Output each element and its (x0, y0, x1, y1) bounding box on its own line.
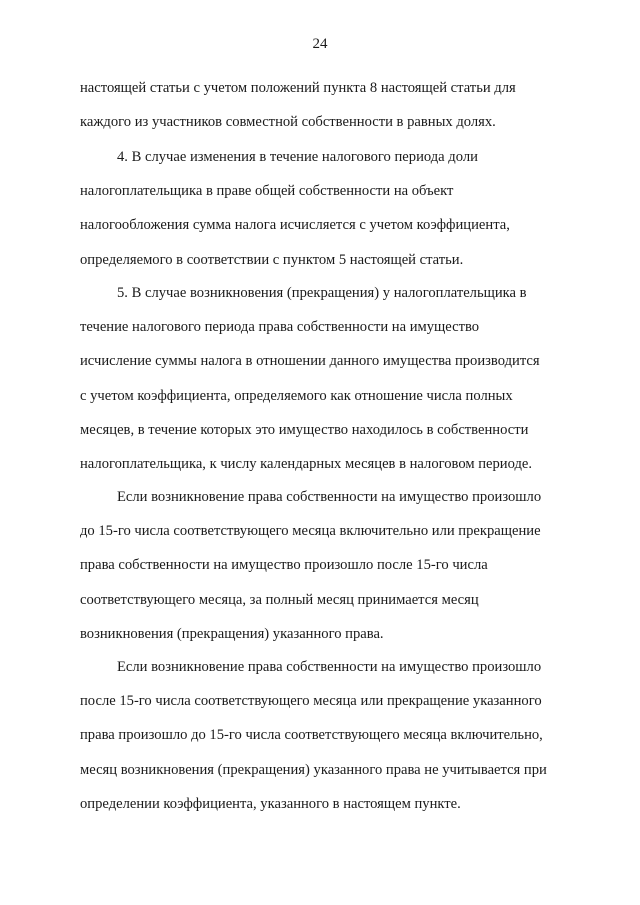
paragraph-item-5: 5. В случае возникновения (прекращения) у налогоплательщика в течение налогового периода права собственности на имущество исчисление суммы налога в отношении данного имущества производится с учетом коэффициента, определяемого как отношение числа полных месяцев, в течение которых это имущество находилось в собственности налогоплательщика, к числу календарных месяцев в налоговом периоде. (80, 285, 540, 473)
page-number: 24 (312, 36, 328, 52)
paragraph-continuation: настоящей статьи с учетом положений пункта 8 настоящей статьи для каждого из участников совместной собственности в равных долях. (80, 80, 516, 131)
paragraph-item-5-rule-after-15th: Если возникновение права собственности на имущество произошло после 15-го числа соответствующего месяца или прекращение указанного права произошло до 15-го числа соответствующего месяца включительно, месяц возникновения (прекращения) указанного права не учитывается при определении коэффициента, указанного в настоящем пункте. (80, 659, 547, 812)
paragraph-item-4: 4. В случае изменения в течение налогового периода доли налогоплательщика в праве общей собственности на объект налогообложения сумма налога исчисляется с учетом коэффициента, определяемого в соответствии с пунктом 5 настоящей статьи. (80, 149, 510, 268)
paragraph-item-5-rule-before-15th: Если возникновение права собственности на имущество произошло до 15-го числа соответствующего месяца включительно или прекращение права собственности на имущество произошло после 15-го числа соответствующего месяца, за полный месяц принимается месяц возникновения (прекращения) указанного права. (80, 489, 542, 642)
